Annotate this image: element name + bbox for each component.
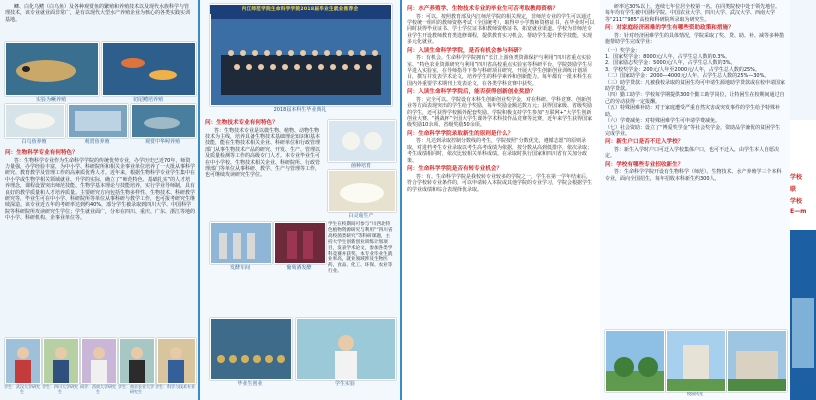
lab-caption-one: 菌种培育	[350, 163, 371, 169]
fish-photo-five	[131, 104, 196, 138]
aid-item: 1．国家奖学金：8000元/人年，占学生总人数的0.3%。	[605, 54, 731, 61]
panel-two	[200, 0, 400, 400]
graduate-caption-two: 学生：四川大学研究生	[42, 384, 78, 394]
a-transfer-major: 答：有。生命科学学院是我校转专业较多的学院之一，学生在第一学年结束后，符合学校转专业条件的，可以申请转入本院或其他学院的专业学习，学院会根据学生的学业成绩和综合表现择优录取。	[407, 173, 593, 193]
a-admission-rule: 答：凡达到录取控制分数线的考生，学院按照“分数优先，遵循志愿”的原则录取，对进档考生专业录取以考生高考成绩为依据，按分数从高到低排序，依次录取；考生成绩相同时，依次比较相关单科成绩。在录取时执行国家和四川省有关加分政策。	[407, 138, 593, 164]
fish-photo-four	[68, 104, 128, 138]
panel-five-edge	[790, 0, 816, 400]
lab-caption-four: 葡萄酒发酵	[286, 265, 312, 271]
q-hukou: 问：新生户口是否不迁入学校？	[605, 139, 684, 146]
panel-four-intro: 研率达30%以上，连续七年位居全校第一名。在同类院校中处于领先地位。每年均有学生被中国科学院、中国农业大学、四川大学、武汉大学、西南大学等“211”“985”高校和科研院所录取为研究生。	[605, 4, 781, 23]
campus-photo-three	[727, 330, 787, 392]
graduate-photo-five	[157, 338, 196, 384]
graduate-caption-one: 学生：武汉大学研究生	[4, 384, 40, 394]
a-hukou: 答：新生入学时户口可迁入学校集体户口，也可不迁入，由学生本人自愿决定。	[605, 146, 780, 160]
aid-item: （二）国家助学金：2000—4000元/人年，占学生总人数的25%—30%。	[605, 73, 770, 80]
campus-caption: 校园风光	[687, 391, 703, 396]
graduation-group-photo	[210, 4, 392, 106]
a-biotech-research: 学生在校期间可参与“川西北特色植物资源研究与利用”“四川省高校菌类研究”等科研课题，主持大学生创新创业训练计划项目，发表学术论文，参加各类学科竞赛并获奖。本专业毕业生就业率高，就业领域涉及生物医药、食品、化工、环保、农业等行业。	[328, 222, 393, 275]
lab-photo-four	[274, 222, 326, 264]
graduate-photo-four	[119, 338, 155, 384]
lab-photo-two	[328, 170, 396, 212]
lab-photo-five	[210, 318, 292, 380]
fish-caption-four: 观赏鱼养殖	[84, 139, 110, 145]
fish-caption-three: 白乌鱼养殖	[21, 139, 47, 145]
lab-caption-two: 白灵菇生产	[348, 213, 374, 219]
fish-caption-one: 实验为鳜养殖	[35, 97, 66, 103]
a-majors: 答：生命科学学院开设有生物科学（师范）、生物技术、水产养殖学三个本科专业，面向全国招生，每年招收本科新生约300人。	[605, 169, 782, 182]
a-research: 答：有机会。生命科学学院拥有“长江上游鱼类资源保护与利用”四川省重点实验室、“特色农业资源研究与利用”四川省高校重点实验室等科研平台，学院鼓励学生尽早进入实验室，在导师指导下参与科研项目研究，开展大学生创新创业训练计划项目，撰写并发表学术论文，培养学生的科学素养和创新能力。每年都有一批本科生在国内外重要学术期刊上发表论文，在各类学科竞赛中获奖。	[407, 55, 593, 87]
q-innovation-award: 问：入读生命科学学院后，能否获得创新创业奖励？	[407, 89, 536, 96]
aid-item: （三）助学贷款：凡被我校录取的贫困生均可申请生源地助学贷款或在校申请国家助学贷款。	[605, 79, 786, 93]
a-innovation-award: 答：完全可以。学院设有本科生创新创业奖学金，对在科研、学科竞赛、创新创业等方面表现突出的学生给予奖励，每年奖励金额达数万元；获得国家级、省级奖励的学生，还可获得学校额外配套奖励。学院积极支持学生参加“互联网+”大学生创新创业大赛、“挑战杯”全国大学生课外学术科技作品竞赛等比赛，近年来学生获得国家级奖励10余项、省级奖励50余项。	[407, 96, 593, 129]
a-financial-aid: 答：针对经济困难学生的具体情况，学院采取了奖、贷、助、补、减等多种措施帮助学生完成学业：	[605, 32, 785, 46]
q-admission-rule: 问：生命科学学院录取新生的原则是什么？	[407, 130, 514, 137]
graduate-photo-two	[43, 338, 79, 384]
q-biology-feature: 问：生物科学专业有何特色？	[5, 150, 78, 156]
graduate-caption-four: 学生：南京农业大学研究生	[118, 384, 154, 394]
lab-caption-six: 学生实验	[334, 381, 355, 387]
fish-photo-two	[102, 42, 196, 96]
fish-caption-two: 切尾鳢培养殖	[132, 97, 163, 103]
a-teacher-cert: 答：可以。按照教育部及内江师范学院的相关规定，非师范专业的学生可以通过学校统一组织的教师资格考试（全国统考），取得中小学教师资格证书，在毕业时可以同时获得毕业证书、学士学位证书和教师资格证书，拓宽就业渠道。学校为非师范专业学生开设教师教育类选修课程，提供教育实习机会，帮助学生提升教学技能，实现多元化就业。	[407, 13, 595, 46]
fish-photo-three	[5, 104, 65, 138]
graduation-banner: 内江师范学院生命科学学院2018届毕业生就业推荐会	[210, 5, 390, 14]
panel-one	[0, 0, 200, 400]
edge-label-two: 联	[790, 186, 797, 193]
q-biotech-feature: 问：生物技术专业有何特色？	[205, 120, 278, 126]
panel-four	[600, 0, 790, 400]
panel-one-intro: 鲫、白化乌鳢（白乌鱼）及各种观赏鱼的繁殖和养殖技术以及现代水族科学与管理技术，该专业就业面非常广，是有以现代大型水产养殖企业为核心的各类实践实训基地。	[5, 4, 191, 23]
edge-label-one: 学校	[790, 174, 803, 181]
aid-item: （四）勤工助学：学校每学期提供300个勤工助学岗位，让特困生在校期间通过自己的劳动获得一定报酬。	[605, 92, 785, 105]
graduate-caption-three: 同学：西南大学研究生	[80, 384, 116, 394]
edge-label-three: 学校	[790, 198, 803, 205]
graduation-caption: 2018届本科生毕业典礼	[273, 107, 327, 113]
lab-caption-three: 发酵车间	[229, 265, 250, 271]
lab-photo-six	[296, 318, 396, 380]
q-teacher-cert: 问：水产养殖学、生物技术专业的毕业生可否考取教师资格？	[407, 6, 559, 12]
a-biotech-feature: 答：生物技术专业是以微生物、植物、动物生物技术为主线，培养具备生物技术基础理论知识和基本技能，能在生物技术相关企业、科研单位和行政管理部门从事生物技术产品的研究、开发、生产、管理以及质量检测等工作的高级专门人才。本专业毕业生可在中小学校、生物技术相关企业、科研院所、行政管理部门等单位从事科研、教学、生产与管理等工作，也可继续攻读研究生学位。	[205, 127, 321, 179]
panel-three	[400, 0, 600, 400]
lab-photo-one	[328, 120, 396, 162]
aid-item: （五）特殊困难补助：对于家庭遭受严重自然灾害或突发事件的学生给予特殊补助。	[605, 105, 781, 118]
graduate-photo-one	[5, 338, 41, 384]
graduate-photo-three	[81, 338, 117, 384]
q-research: 问：入读生命科学学院，是否有机会参与科研？	[407, 47, 525, 54]
fish-photo-one	[5, 42, 99, 96]
aid-item: 3．学校奖学金：200元/人年至2000元/人年，占学生总人数的25%。	[605, 66, 760, 73]
q-majors: 问：学校有哪些专业招收新生？	[605, 161, 684, 168]
aid-item: 2．国家励志奖学金：5000元/人年，占学生总人数的3%。	[605, 60, 736, 67]
edge-label-four: E—m	[790, 208, 807, 215]
aid-item: （一）奖学金：	[605, 47, 641, 54]
lab-photo-three	[210, 222, 272, 264]
campus-photo-two	[666, 330, 726, 392]
fish-caption-five: 观赏中华鲟养殖	[144, 139, 180, 145]
lab-caption-five: 毕业生创业	[237, 381, 263, 387]
aid-item: （七）社会资助：设立了“博爱奖学金”等社会奖学金，资助品学兼优的贫困学生完成学业。	[605, 124, 781, 137]
q-transfer-major: 问：生命科学学院是否有转专业机会？	[407, 166, 503, 173]
a-biology-feature: 答：生物科学专业作为生命科学学院的传统优势专业，办学历史已近70年，师资力量强，办学经验丰富，为中小学、科研院所和相关企事业单位培养了一大批从事科学研究、教育教学及管理工作的高素质优秀人才。近年来，根据生物科学专业学生集中在中小学或生物学相关领域就业、升学的实际，确立了“师范特色、基础扎实”的人才培养理念，课程设置突出师范技能、生物学基本理论与技能培养，实行学业导师制，具有良好的教学质量和人才培养质量。主要研究方向包括生物多样性、生物技术、科研教学研究等，毕业生可在中小学、科研院所等单位从事科研与教学工作，也可报考研究生继续深造。该专业近五年的考研率达到约40%，部分学生被录取到四川大学、中国科学院等科研院所攻读研究生学位；学生就业面广，分布在四川、重庆、广东、浙江等地的中小学、科研机构、企事业单位等。	[5, 157, 196, 222]
graduate-caption-five: 学生：科学与技术专业	[155, 384, 195, 389]
aid-item: （六）学费减免：对特殊困难学生可申请学费减免。	[605, 118, 721, 125]
q-financial-aid: 问：对家庭经济困难的学生有哪些资助政策和措施？	[605, 25, 734, 32]
campus-photo-one	[605, 330, 665, 392]
